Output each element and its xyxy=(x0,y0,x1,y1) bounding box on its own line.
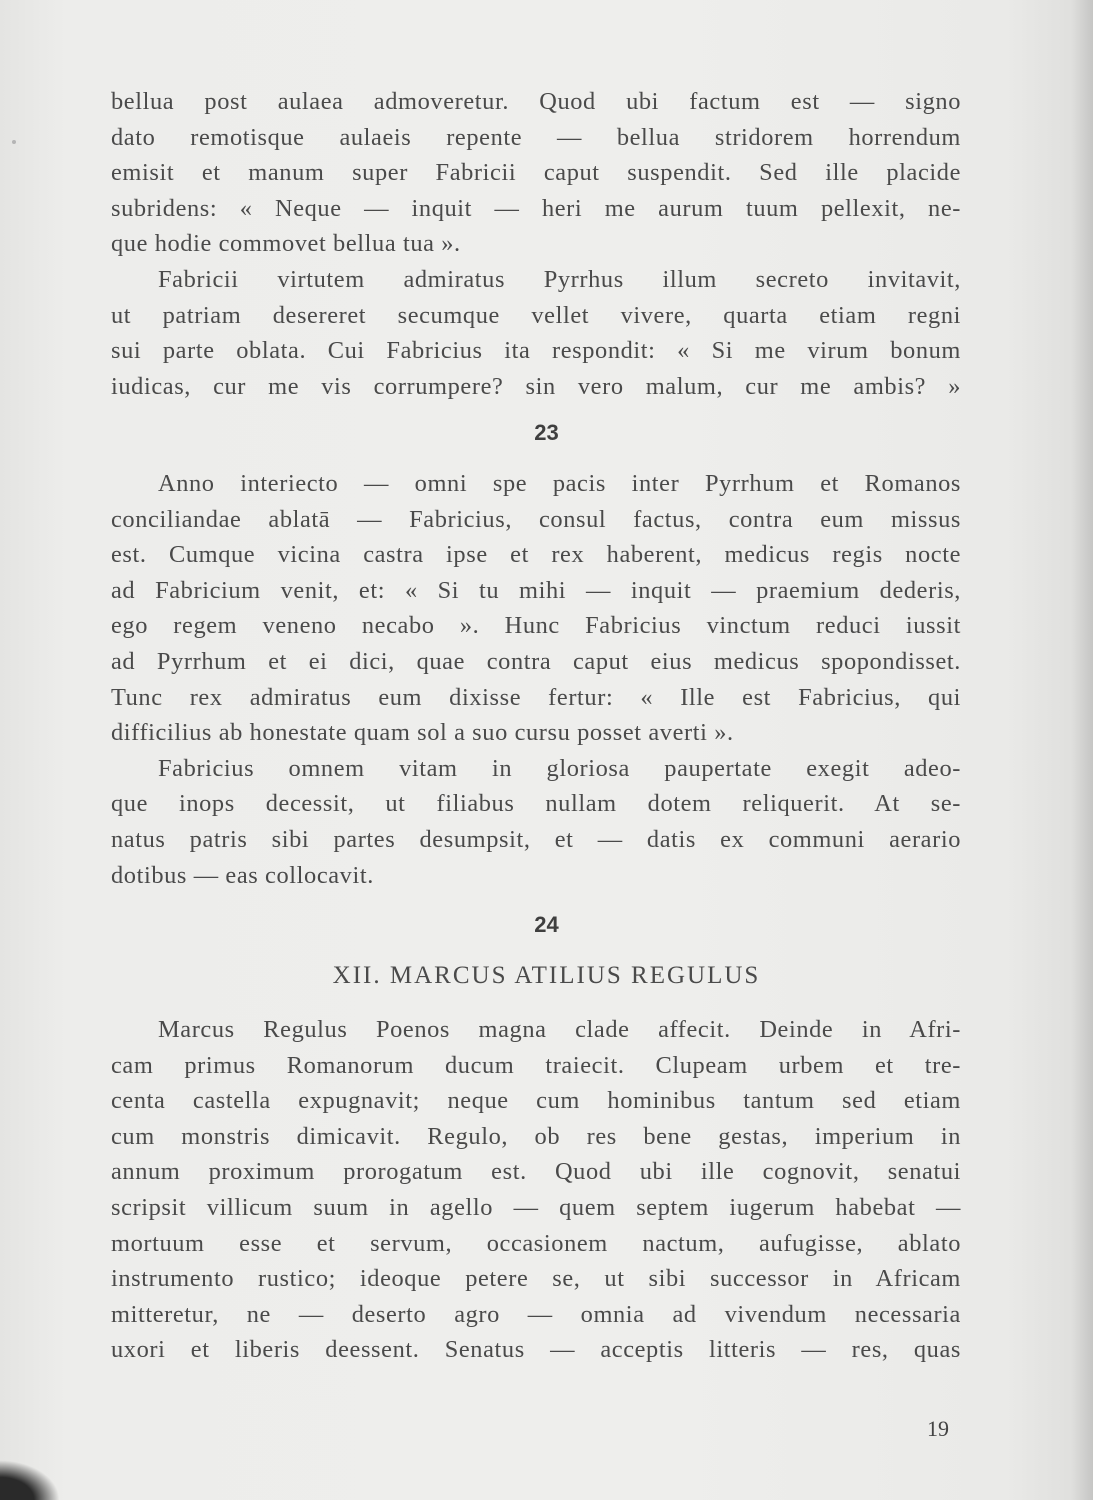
section-number-24: 24 xyxy=(534,912,559,937)
text-line: Tunc rex admiratus eum dixisse fertur: « Ille est Fabricius, qui xyxy=(111,683,961,711)
text-line: dotibus — eas collocavit. xyxy=(111,861,374,889)
text-line: ego regem veneno necabo ». Hunc Fabricius vinctum reduci iussit xyxy=(111,612,961,640)
text-line: uxori et liberis deessent. Senatus — acceptis litteris — res, quas xyxy=(111,1336,961,1364)
text-line: scripsit villicum suum in agello — quem septem iugerum habebat — xyxy=(111,1193,961,1221)
text-line: centa castella expugnavit; neque cum hominibus tantum sed etiam xyxy=(111,1087,961,1115)
text-line: emisit et manum super Fabricii caput suspendit. Sed ille placide xyxy=(111,159,961,187)
text-line: Marcus Regulus Poenos magna clade affecit. Deinde in Afri- xyxy=(158,1016,961,1043)
text-line: conciliandae ablatā — Fabricius, consul factus, contra eum missus xyxy=(111,505,961,533)
text-line: est. Cumque vicina castra ipse et rex haberent, medicus regis nocte xyxy=(111,541,961,569)
paper-speck xyxy=(12,140,16,144)
section-number-23: 23 xyxy=(534,420,559,445)
text-line: bellua post aulaea admoveretur. Quod ubi factum est — signo xyxy=(111,88,961,115)
text-line: difficilius ab honestate quam sol a suo cursu posset averti ». xyxy=(111,719,734,747)
text-line: Anno interiecto — omni spe pacis inter Pyrrhum et Romanos xyxy=(158,470,961,497)
text-line: ad Pyrrhum et ei dici, quae contra caput eius medicus spopondisset. xyxy=(111,647,961,675)
text-line: instrumento rustico; ideoque petere se, ut sibi successor in Africam xyxy=(111,1265,961,1293)
text-line: subridens: « Neque — inquit — heri me aurum tuum pellexit, ne- xyxy=(111,194,961,222)
text-line: que hodie commovet bellua tua ». xyxy=(111,230,461,258)
paragraph-block-3 xyxy=(111,1012,961,1368)
page-gutter-shadow xyxy=(1071,0,1093,1500)
text-line: que inops decessit, ut filiabus nullam dotem reliquerit. At se- xyxy=(111,790,961,818)
text-line: mortuum esse et servum, occasionem nactum, aufugisse, ablato xyxy=(111,1229,961,1257)
text-line: sui parte oblata. Cui Fabricius ita respondit: « Si me virum bonum xyxy=(111,337,961,365)
text-line: ut patriam desereret secumque vellet vivere, quarta etiam regni xyxy=(111,301,961,329)
paragraph-block-2 xyxy=(111,466,961,893)
text-line: cam primus Romanorum ducum traiecit. Clupeam urbem et tre- xyxy=(111,1051,961,1079)
text-line: iudicas, cur me vis corrumpere? sin vero malum, cur me ambis? » xyxy=(111,372,961,400)
text-line: ad Fabricium venit, et: « Si tu mihi — inquit — praemium dederis, xyxy=(111,576,961,604)
paragraph-block-1 xyxy=(111,84,961,404)
text-line: Fabricii virtutem admiratus Pyrrhus illum secreto invitavit, xyxy=(158,265,961,293)
page-number: 19 xyxy=(927,1416,949,1441)
text-line: dato remotisque aulaeis repente — bellua stridorem horrendum xyxy=(111,123,961,151)
text-line: mitteretur, ne — deserto agro — omnia ad vivendum necessaria xyxy=(111,1300,961,1328)
finger-shadow xyxy=(0,1460,60,1500)
text-line: cum monstris dimicavit. Regulo, ob res bene gestas, imperium in xyxy=(111,1122,961,1150)
text-line: annum proximum prorogatum est. Quod ubi ille cognovit, senatui xyxy=(111,1158,961,1186)
text-line: Fabricius omnem vitam in gloriosa paupertate exegit adeo- xyxy=(158,754,961,782)
text-line: natus patris sibi partes desumpsit, et — datis ex communi aerario xyxy=(111,825,961,853)
chapter-title: XII. MARCUS ATILIUS REGULUS xyxy=(332,962,761,989)
